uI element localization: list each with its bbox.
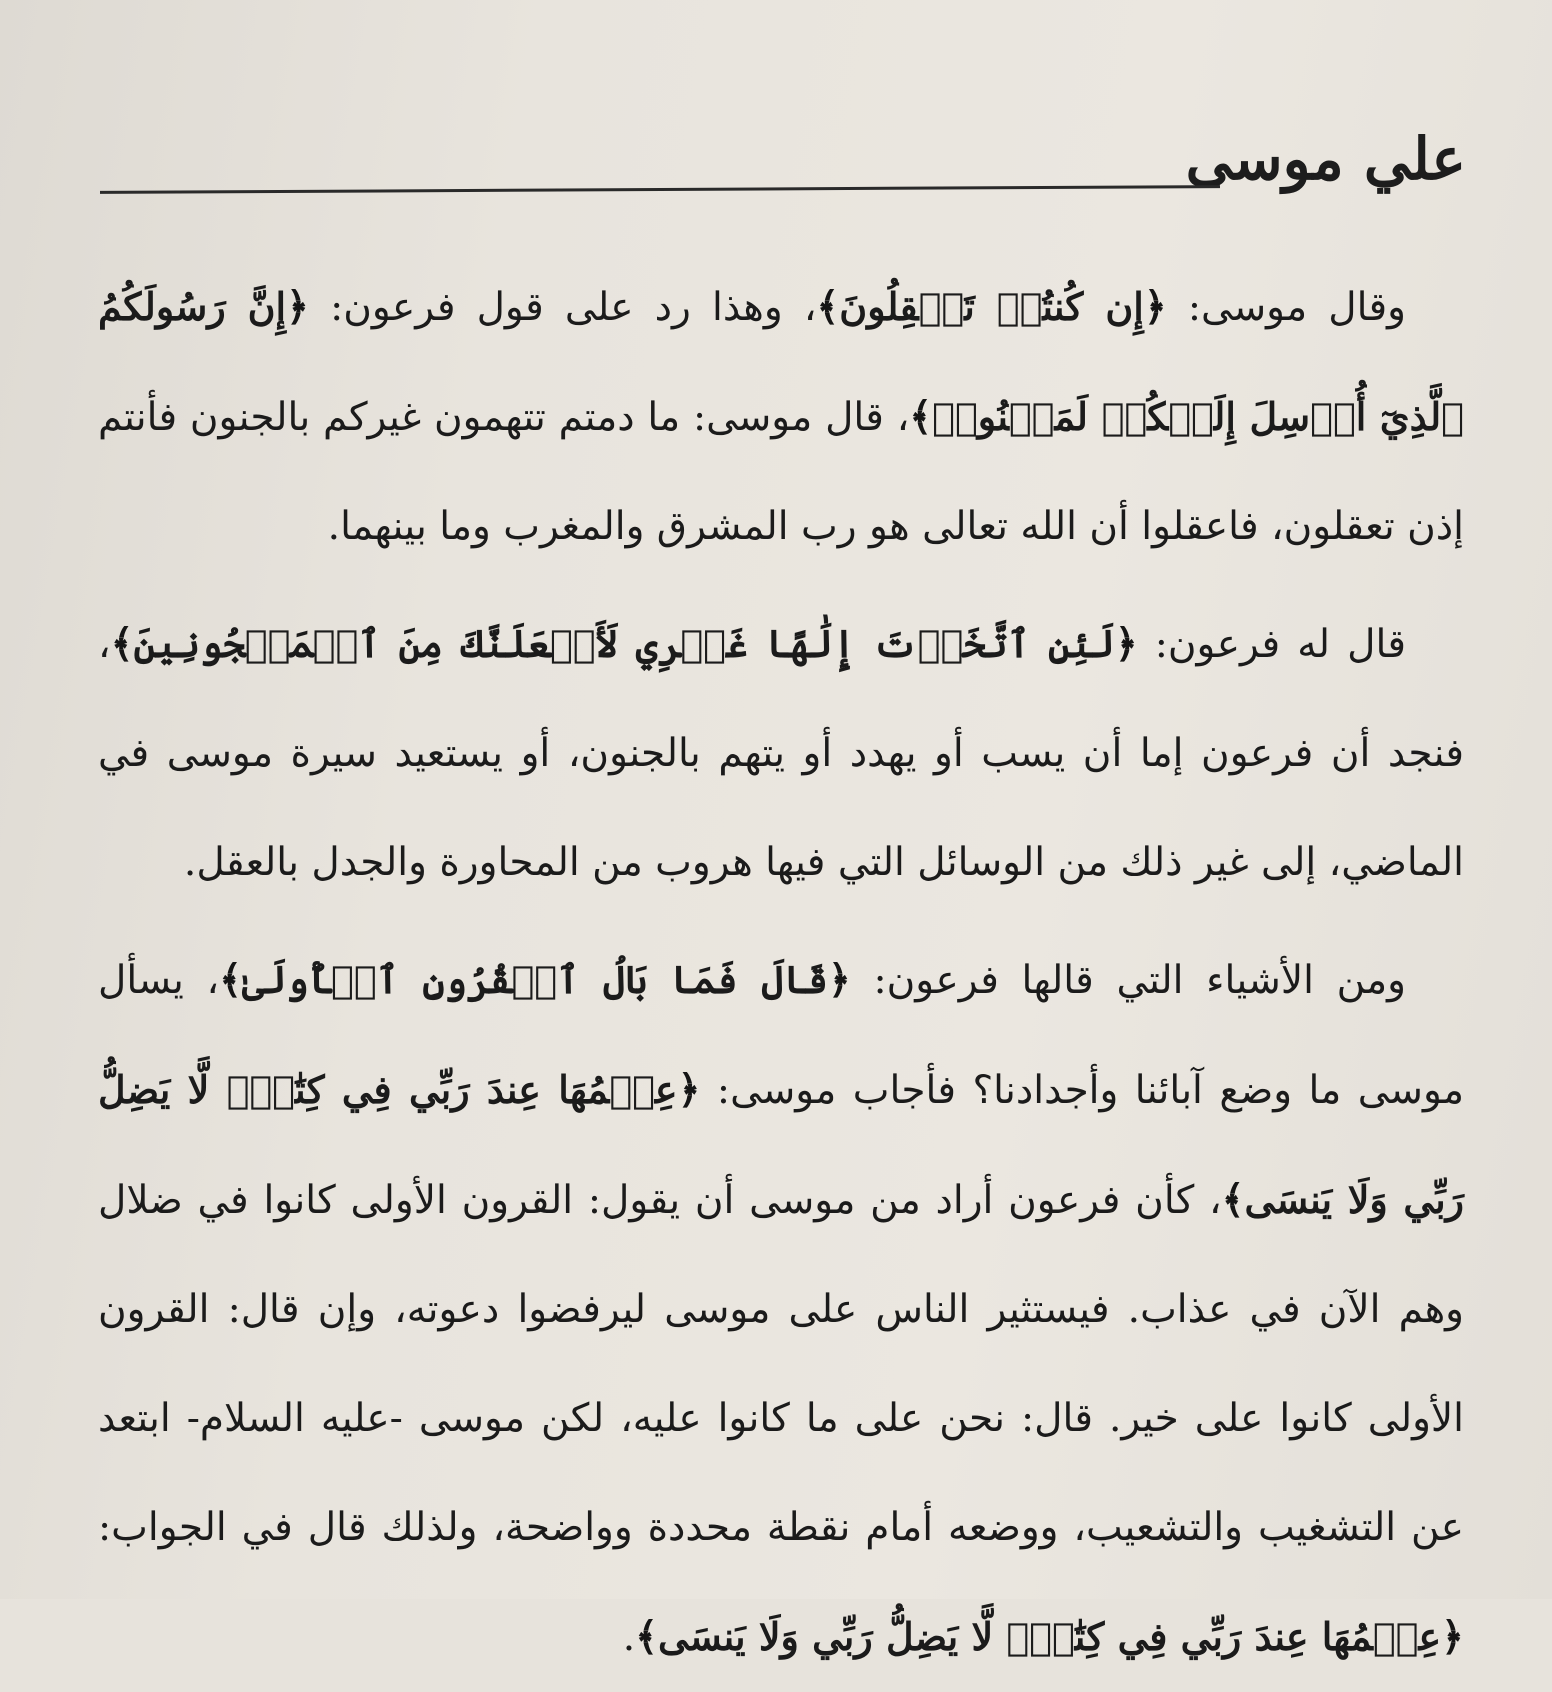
body-text-run: ، يسأل موسى ما وضع آبائنا وأجدادنا؟ فأجاب موسى: — [98, 958, 1464, 1113]
quran-quote: عِلۡمُهَا عِندَ رَبِّي فِي كِتَٰبٖۖ لَّا يَضِلُّ رَبِّي وَلَا يَنسَى — [98, 1067, 1464, 1222]
quran-quote: عِلۡمُهَا عِندَ رَبِّي فِي كِتَٰبٖۖ لَّا يَضِلُّ رَبِّي وَلَا يَنسَى — [658, 1614, 1442, 1659]
ornate-bracket-open: ﴿ — [677, 1067, 701, 1113]
header-rule — [100, 185, 1220, 194]
paragraph — [98, 925, 1464, 1692]
quran-quote: إِن كُنتُمۡ تَعۡقِلُونَ — [839, 284, 1144, 329]
ornate-bracket-close: ﴾ — [1221, 1177, 1245, 1223]
quran-quote: إِنَّ رَسُولَكُمُ ٱلَّذِيٓ أُرۡسِلَ إِلَيۡكُمۡ لَمَجۡنُونٞ — [98, 284, 1464, 439]
body-text-run: ، فنجد أن فرعون إما أن يسب أو يهدد أو يتهم بالجنون، أو يستعيد سيرة موسى في الماضي، إلى غير ذلك من الوسائل التي فيها هروب من المحاورة والجدل بالعقل. — [98, 622, 1464, 885]
ornate-bracket-open: ﴿ — [828, 957, 851, 1003]
body-text-run: ومن الأشياء التي قالها فرعون: — [850, 958, 1406, 1003]
quran-quote: لَئِنِ ٱتَّخَذۡتَ إِلَٰهًا غَيۡرِي لَأَجۡعَلَنَّكَ مِنَ ٱلۡمَسۡجُونِينَ — [133, 621, 1115, 666]
ornate-bracket-open: ﴿ — [286, 284, 309, 330]
ornate-bracket-close: ﴾ — [635, 1614, 659, 1660]
ornate-bracket-open: ﴿ — [1441, 1614, 1464, 1660]
ornate-bracket-close: ﴾ — [816, 284, 840, 330]
body-text-run: ، كأن فرعون أراد من موسى أن يقول: القرون الأولى كانوا في ضلال وهم الآن في عذاب. فيستثير الناس على موسى ليرفضوا دعوته، وإن قال: القرون الأولى كانوا على خير. قال: نحن على ما كانوا عليه، لكن موسى -عليه السلام- ابتعد عن التشغيب والتشعيب، ووضعه أمام نقطة محددة وواضحة، ولذلك قال في الجواب: — [98, 1178, 1464, 1550]
body-text-run: قال له فرعون: — [1137, 622, 1406, 667]
body-text-run: ، وهذا رد على قول فرعون: — [308, 285, 817, 330]
ornate-bracket-open: ﴿ — [1114, 621, 1138, 667]
ornate-bracket-close: ﴾ — [110, 621, 134, 667]
page-header — [100, 118, 1466, 208]
quran-quote: قَالَ فَمَا بَالُ ٱلۡقُرُونِ ٱلۡأُولَىٰ — [241, 957, 828, 1002]
body-text-run: وقال موسى: — [1166, 285, 1407, 330]
paragraph — [98, 252, 1464, 581]
body-text — [98, 252, 1464, 1692]
body-text-run: ، قال موسى: ما دمتم تتهمون غيركم بالجنون فأنتم إذن تعقلون، فاعقلوا أن الله تعالى هو رب المشرق والمغرب وما بينهما. — [98, 395, 1464, 549]
body-text-run: . — [622, 1615, 636, 1660]
ornate-bracket-close: ﴾ — [219, 957, 242, 1003]
paragraph — [98, 589, 1464, 917]
running-title: علي موسى — [1185, 125, 1466, 193]
ornate-bracket-close: ﴾ — [909, 394, 933, 440]
ornate-bracket-open: ﴿ — [1143, 284, 1167, 330]
